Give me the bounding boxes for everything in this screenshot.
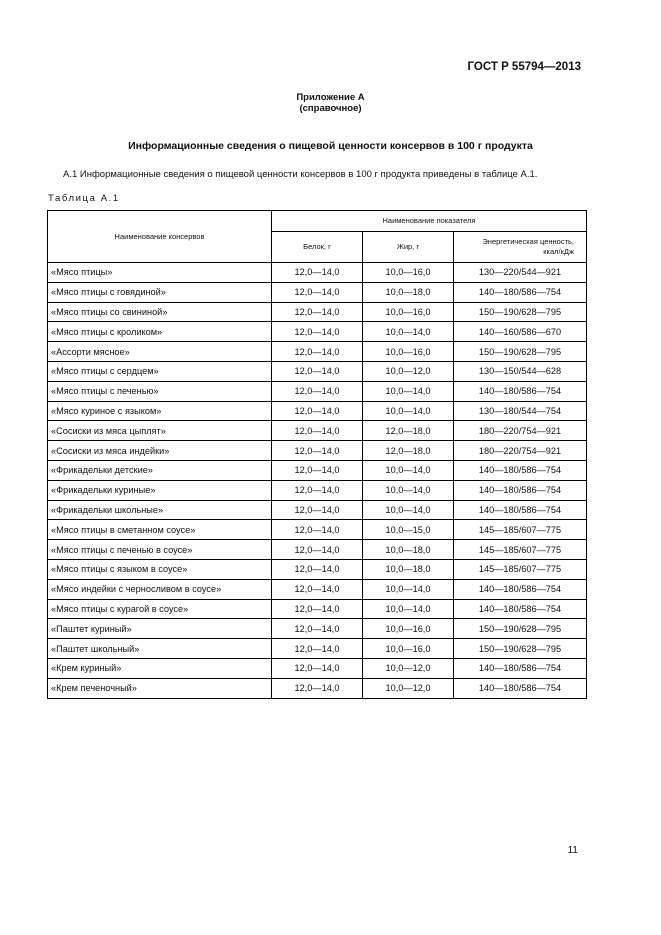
cell-product-name: «Крем куриный» [48, 658, 272, 678]
section-heading: Информационные сведения о пищевой ценности консервов в 100 г продукта [128, 140, 533, 152]
cell-energy: 145—185/607—775 [454, 559, 587, 579]
cell-fat: 10,0—12,0 [363, 658, 454, 678]
cell-protein: 12,0—14,0 [272, 480, 363, 500]
header-energy-line1: Энергетическая ценность, [482, 237, 575, 246]
cell-energy: 150—190/628—795 [454, 342, 587, 362]
table-row [48, 361, 587, 381]
cell-fat: 10,0—16,0 [363, 619, 454, 639]
cell-energy: 140—180/586—754 [454, 381, 587, 401]
cell-fat: 10,0—15,0 [363, 520, 454, 540]
intro-paragraph: А.1 Информационные сведения о пищевой ценности консервов в 100 г продукта приведены в таблице А.1. [63, 169, 538, 180]
cell-protein: 12,0—14,0 [272, 441, 363, 461]
cell-energy: 140—180/586—754 [454, 480, 587, 500]
table-row [48, 421, 587, 441]
table-row [48, 599, 587, 619]
table-row [48, 678, 587, 698]
cell-energy: 140—180/586—754 [454, 658, 587, 678]
cell-protein: 12,0—14,0 [272, 282, 363, 302]
cell-fat: 10,0—16,0 [363, 342, 454, 362]
cell-fat: 12,0—18,0 [363, 441, 454, 461]
cell-energy: 130—220/544—921 [454, 263, 587, 283]
cell-protein: 12,0—14,0 [272, 381, 363, 401]
cell-fat: 10,0—18,0 [363, 559, 454, 579]
table-row [48, 540, 587, 560]
cell-energy: 145—185/607—775 [454, 540, 587, 560]
table-row [48, 322, 587, 342]
table-row [48, 579, 587, 599]
nutrition-table [47, 210, 587, 699]
cell-fat: 10,0—14,0 [363, 381, 454, 401]
cell-protein: 12,0—14,0 [272, 322, 363, 342]
table-body [48, 263, 587, 699]
cell-fat: 10,0—18,0 [363, 540, 454, 560]
table-row [48, 639, 587, 659]
cell-fat: 10,0—12,0 [363, 678, 454, 698]
cell-energy: 150—190/628—795 [454, 302, 587, 322]
table-row [48, 658, 587, 678]
cell-fat: 10,0—14,0 [363, 460, 454, 480]
table-row [48, 559, 587, 579]
cell-energy: 140—160/586—670 [454, 322, 587, 342]
header-group: Наименование показателя [272, 211, 587, 232]
cell-product-name: «Фрикадельки детские» [48, 460, 272, 480]
cell-fat: 10,0—14,0 [363, 500, 454, 520]
cell-product-name: «Крем печеночный» [48, 678, 272, 698]
table-row [48, 441, 587, 461]
cell-protein: 12,0—14,0 [272, 263, 363, 283]
cell-product-name: «Мясо птицы с сердцем» [48, 361, 272, 381]
cell-protein: 12,0—14,0 [272, 559, 363, 579]
cell-product-name: «Мясо птицы с печенью» [48, 381, 272, 401]
cell-product-name: «Паштет куриный» [48, 619, 272, 639]
cell-product-name: «Сосиски из мяса цыплят» [48, 421, 272, 441]
page-number: 11 [567, 845, 578, 856]
table-row [48, 282, 587, 302]
cell-energy: 180—220/754—921 [454, 421, 587, 441]
cell-product-name: «Паштет школьный» [48, 639, 272, 659]
cell-product-name: «Мясо птицы» [48, 263, 272, 283]
table-row [48, 500, 587, 520]
annex-header [0, 92, 661, 114]
cell-protein: 12,0—14,0 [272, 302, 363, 322]
cell-energy: 140—180/586—754 [454, 282, 587, 302]
header-energy [454, 232, 587, 263]
cell-energy: 180—220/754—921 [454, 441, 587, 461]
cell-product-name: «Мясо птицы в сметанном соусе» [48, 520, 272, 540]
cell-fat: 10,0—12,0 [363, 361, 454, 381]
cell-product-name: «Мясо птицы со свининой» [48, 302, 272, 322]
cell-protein: 12,0—14,0 [272, 342, 363, 362]
cell-product-name: «Сосиски из мяса индейки» [48, 441, 272, 461]
cell-product-name: «Мясо птицы с языком в соусе» [48, 559, 272, 579]
table-row [48, 480, 587, 500]
table-caption: Таблица А.1 [48, 193, 120, 204]
cell-energy: 150—190/628—795 [454, 639, 587, 659]
cell-energy: 140—180/586—754 [454, 460, 587, 480]
cell-fat: 10,0—16,0 [363, 302, 454, 322]
cell-product-name: «Мясо индейки с черносливом в соусе» [48, 579, 272, 599]
cell-fat: 10,0—14,0 [363, 579, 454, 599]
table-row [48, 381, 587, 401]
cell-product-name: «Фрикадельки куриные» [48, 480, 272, 500]
cell-product-name: «Мясо куриное с языком» [48, 401, 272, 421]
header-name: Наименование консервов [48, 211, 272, 263]
cell-protein: 12,0—14,0 [272, 361, 363, 381]
cell-product-name: «Ассорти мясное» [48, 342, 272, 362]
cell-energy: 140—180/586—754 [454, 599, 587, 619]
cell-protein: 12,0—14,0 [272, 678, 363, 698]
cell-protein: 12,0—14,0 [272, 540, 363, 560]
cell-energy: 130—150/544—628 [454, 361, 587, 381]
table-row [48, 342, 587, 362]
cell-fat: 10,0—14,0 [363, 401, 454, 421]
header-fat: Жир, г [363, 232, 454, 263]
table-row [48, 302, 587, 322]
annex-title: Приложение А [296, 92, 365, 103]
header-energy-line2: ккал/кДж [543, 247, 575, 256]
cell-protein: 12,0—14,0 [272, 639, 363, 659]
cell-product-name: «Мясо птицы с курагой в соусе» [48, 599, 272, 619]
cell-fat: 10,0—16,0 [363, 639, 454, 659]
cell-product-name: «Фрикадельки школьные» [48, 500, 272, 520]
cell-protein: 12,0—14,0 [272, 421, 363, 441]
cell-fat: 12,0—18,0 [363, 421, 454, 441]
cell-protein: 12,0—14,0 [272, 599, 363, 619]
cell-energy: 140—180/586—754 [454, 579, 587, 599]
header-protein: Белок, г [272, 232, 363, 263]
table-row [48, 520, 587, 540]
table-row [48, 263, 587, 283]
cell-protein: 12,0—14,0 [272, 520, 363, 540]
table-row [48, 460, 587, 480]
cell-protein: 12,0—14,0 [272, 500, 363, 520]
cell-energy: 130—180/544—754 [454, 401, 587, 421]
table-row [48, 619, 587, 639]
cell-fat: 10,0—18,0 [363, 282, 454, 302]
annex-kind: (справочное) [299, 103, 362, 114]
cell-product-name: «Мясо птицы с говядиной» [48, 282, 272, 302]
cell-fat: 10,0—14,0 [363, 322, 454, 342]
document-code: ГОСТ Р 55794—2013 [467, 61, 581, 73]
table-row [48, 401, 587, 421]
cell-protein: 12,0—14,0 [272, 658, 363, 678]
cell-fat: 10,0—16,0 [363, 263, 454, 283]
cell-protein: 12,0—14,0 [272, 460, 363, 480]
cell-protein: 12,0—14,0 [272, 401, 363, 421]
cell-energy: 140—180/586—754 [454, 500, 587, 520]
cell-energy: 145—185/607—775 [454, 520, 587, 540]
cell-product-name: «Мясо птицы с печенью в соусе» [48, 540, 272, 560]
cell-fat: 10,0—14,0 [363, 480, 454, 500]
cell-protein: 12,0—14,0 [272, 619, 363, 639]
cell-product-name: «Мясо птицы с кроликом» [48, 322, 272, 342]
cell-energy: 140—180/586—754 [454, 678, 587, 698]
cell-energy: 150—190/628—795 [454, 619, 587, 639]
cell-fat: 10,0—14,0 [363, 599, 454, 619]
cell-protein: 12,0—14,0 [272, 579, 363, 599]
